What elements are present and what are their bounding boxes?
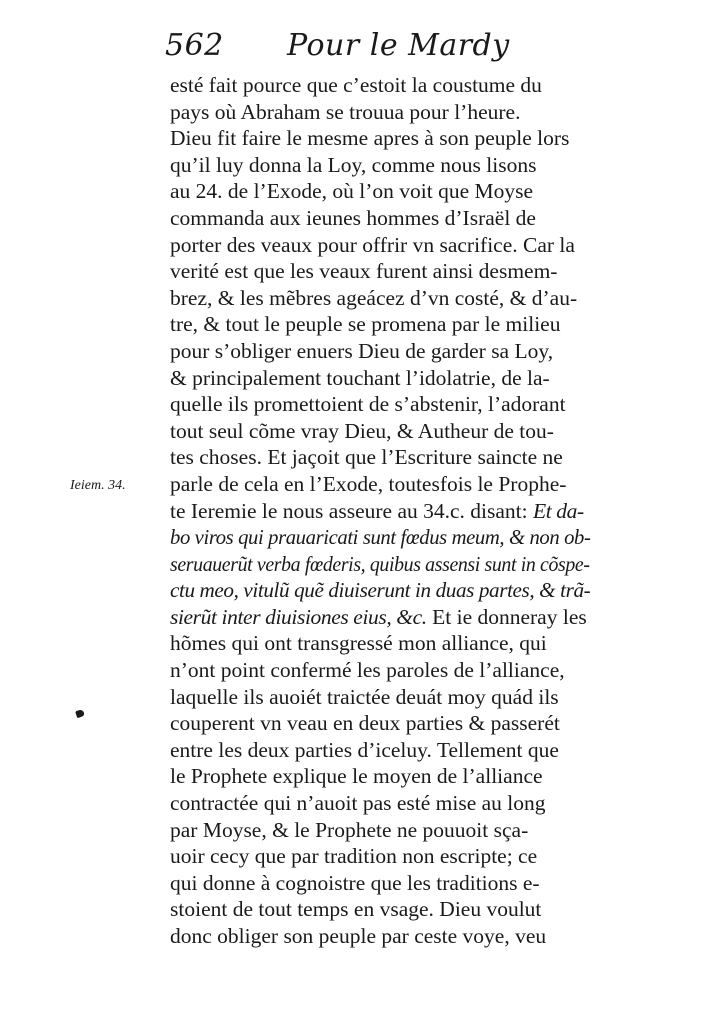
- text-segment: commanda aux ieunes hommes d’Israël de: [170, 205, 536, 230]
- text-segment: par Moyse, & le Prophete ne pouuoit sça-: [170, 817, 529, 842]
- text-segment: entre les deux parties d’iceluy. Tellement que: [170, 737, 559, 762]
- latin-quotation: ctu meo, vitulũ quẽ diuiserunt in duas partes, & trã-: [170, 578, 591, 603]
- text-segment: tes choses. Et jaçoit que l’Escriture saincte ne: [170, 445, 563, 470]
- text-line: [170, 205, 590, 232]
- text-line: [170, 604, 590, 631]
- text-line: [170, 763, 590, 790]
- text-segment: hõmes qui ont transgressé mon alliance, qui: [170, 631, 547, 656]
- page-number: 562: [165, 28, 224, 63]
- text-segment: donc obliger son peuple par ceste voye, veu: [170, 924, 547, 948]
- text-line: [170, 152, 590, 179]
- text-segment: uoir cecy que par tradition non escripte; ce: [170, 844, 538, 869]
- text-line: [170, 737, 590, 764]
- text-segment: laquelle ils auoiét traictée deuát moy quád ils: [170, 684, 559, 709]
- text-segment: & principalement touchant l’idolatrie, de la-: [170, 365, 550, 390]
- latin-quotation: bo viros qui prauaricati sunt fœdus meum, & non ob-: [170, 525, 591, 550]
- text-line: [170, 710, 590, 737]
- text-segment: porter des veaux pour offrir vn sacrifice. Car la: [170, 232, 575, 257]
- text-line: [170, 444, 590, 471]
- text-line: [170, 471, 590, 498]
- text-segment: n’ont point confermé les paroles de l’alliance,: [170, 658, 565, 683]
- text-line: [170, 418, 590, 445]
- text-line: [170, 391, 590, 418]
- body-text: [170, 72, 590, 950]
- text-segment: te Ieremie le nous asseure au 34.c. disant:: [170, 498, 533, 523]
- text-line: [170, 498, 590, 525]
- latin-quotation: Et da-: [532, 498, 584, 523]
- text-line: [170, 72, 590, 99]
- text-line: [170, 99, 590, 126]
- text-line: [170, 178, 590, 205]
- margin-ink-mark: [75, 709, 85, 718]
- text-line: [170, 338, 590, 365]
- text-segment: le Prophete explique le moyen de l’alliance: [170, 764, 543, 789]
- text-line: [170, 790, 590, 817]
- running-head: [165, 26, 605, 66]
- text-segment: contractée qui n’auoit pas esté mise au long: [170, 791, 546, 816]
- latin-quotation: seruauerũt verba fœderis, quibus assensi sunt in cõspe-: [170, 551, 590, 576]
- text-segment: tout seul cõme vray Dieu, & Autheur de tou-: [170, 418, 554, 443]
- text-line: [170, 657, 590, 684]
- text-line: [170, 843, 590, 870]
- text-line: [170, 311, 590, 338]
- text-line: [170, 577, 591, 604]
- text-segment: au 24. de l’Exode, où l’on voit que Moyse: [170, 179, 534, 204]
- text-segment: tre, & tout le peuple se promena par le milieu: [170, 312, 561, 337]
- text-segment: quelle ils promettoient de s’abstenir, l’adorant: [170, 392, 566, 417]
- text-segment: Dieu fit faire le mesme apres à son peuple lors: [170, 126, 570, 151]
- text-line: [170, 365, 590, 392]
- text-line: [170, 684, 590, 711]
- text-line: [170, 630, 590, 657]
- text-line: [170, 896, 590, 923]
- text-line: [170, 285, 590, 312]
- text-segment: qui donne à cognoistre que les traditions e-: [170, 870, 540, 895]
- text-line: [170, 551, 590, 578]
- latin-quotation: sierũt inter diuisiones eius, &c.: [170, 604, 427, 629]
- text-segment: verité est que les veaux furent ainsi desmem-: [170, 259, 558, 284]
- text-segment: esté fait pource que c’estoit la coustume du: [170, 73, 542, 97]
- text-line: [170, 232, 590, 259]
- margin-note: Ieiem. 34.: [70, 478, 126, 493]
- page-title: Pour le Mardy: [287, 28, 510, 63]
- text-segment: couperent vn veau en deux parties & passerét: [170, 711, 560, 736]
- text-segment: Et ie donneray les: [426, 604, 587, 629]
- text-line: [170, 524, 591, 551]
- text-line: [170, 125, 590, 152]
- text-segment: parle de cela en l’Exode, toutesfois le Prophe-: [170, 471, 567, 496]
- text-segment: stoient de tout temps en vsage. Dieu voulut: [170, 897, 542, 922]
- text-segment: pour s’obliger enuers Dieu de garder sa Loy,: [170, 338, 554, 363]
- text-line: [170, 870, 590, 897]
- text-line: [170, 817, 590, 844]
- text-segment: qu’il luy donna la Loy, comme nous lisons: [170, 152, 537, 177]
- text-line: [170, 258, 590, 285]
- text-segment: brez, & les mẽbres ageácez d’vn costé, & d’au-: [170, 285, 578, 310]
- text-segment: pays où Abraham se trouua pour l’heure.: [170, 99, 521, 124]
- text-line: [170, 923, 590, 950]
